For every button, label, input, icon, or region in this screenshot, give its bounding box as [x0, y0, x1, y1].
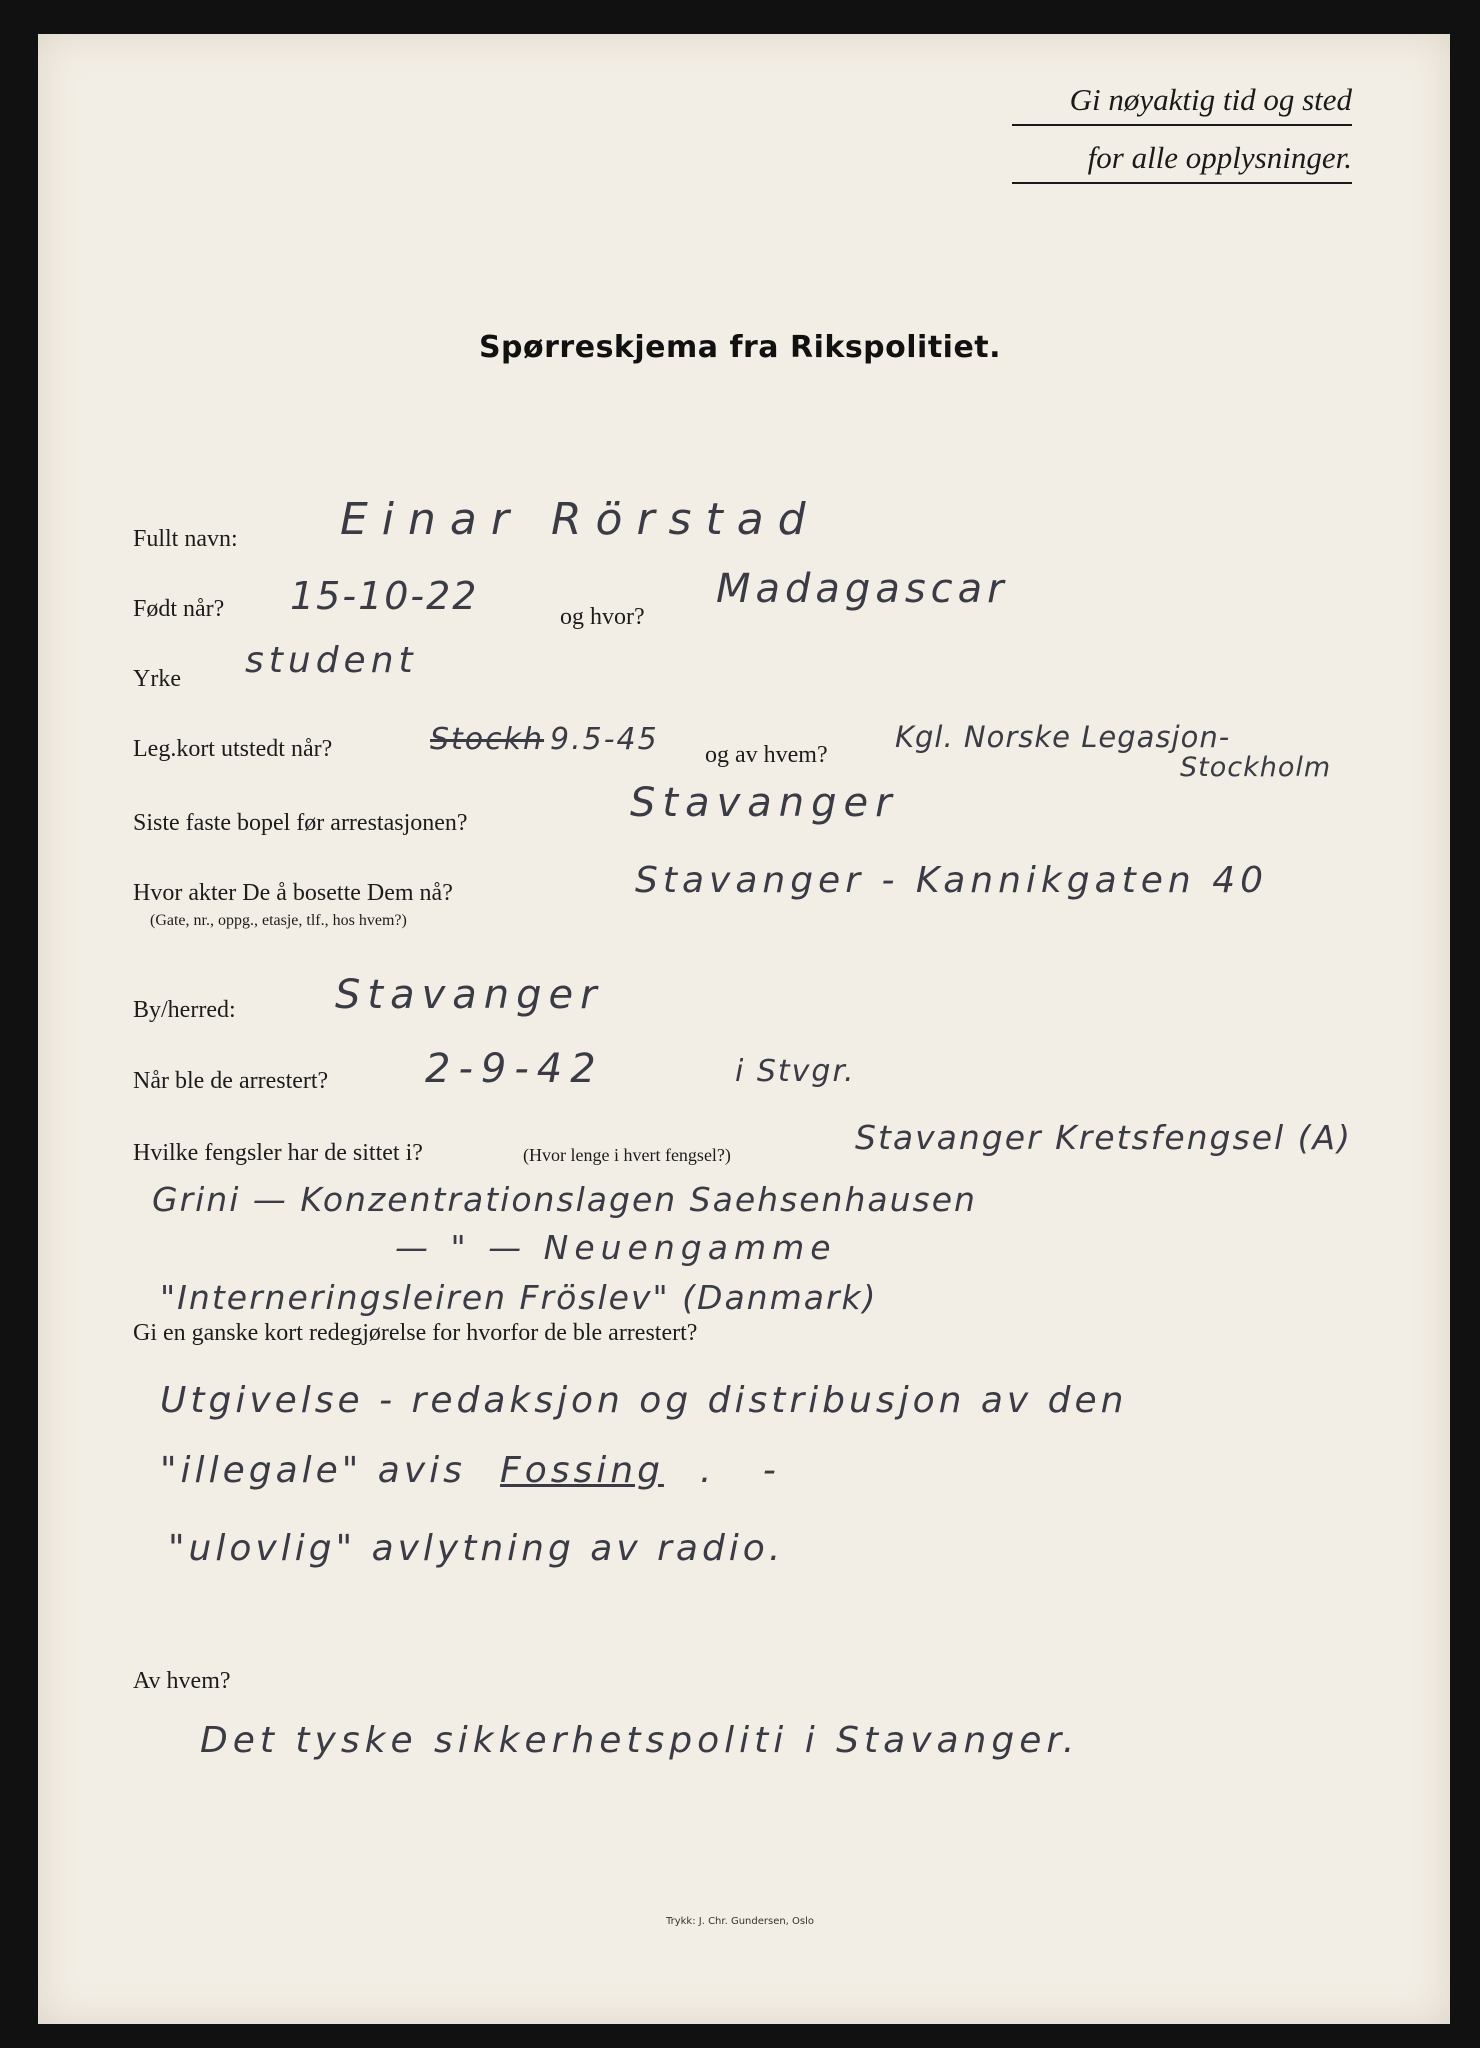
answer-legcard-by-1: Kgl. Norske Legasjon- [895, 720, 1231, 754]
answer-why-1: Utgivelse - redaksjon og distribusjon av den [160, 1380, 1128, 1421]
answer-arrested-where: i Stvgr. [735, 1054, 856, 1089]
answer-born-when: 15-10-22 [290, 574, 479, 618]
answer-legcard-struck: Stockh [430, 722, 545, 757]
answer-prisons-2: Grini — Konzentrationslagen Saehsenhausen [152, 1180, 977, 1219]
answer-why-2a: "illegale" avis [160, 1450, 466, 1491]
answer-prisons-3: — " — Neuengamme [395, 1228, 837, 1267]
label-why: Gi en ganske kort redegjørelse for hvorfor de ble arrestert? [133, 1320, 698, 1346]
label-city: By/herred: [133, 997, 236, 1023]
answer-legcard-when: 9.5-45 [550, 722, 659, 757]
answer-born-where: Madagascar [716, 566, 1009, 612]
label-arrested-when: Når ble de arrestert? [133, 1068, 329, 1094]
form-title: Spørreskjema fra Rikspolitiet. [478, 330, 1002, 365]
label-occupation: Yrke [133, 666, 181, 692]
label-last-residence: Siste faste bopel før arrestasjonen? [133, 810, 468, 836]
label-prisons-note: (Hvor lenge i hvert fengsel?) [523, 1145, 731, 1165]
answer-why-3: "ulovlig" avlytning av radio. [168, 1528, 785, 1569]
instruction-notice [1012, 82, 1352, 198]
label-legcard-by: og av hvem? [705, 742, 828, 768]
answer-prisons-1: Stavanger Kretsfengsel (A) [855, 1118, 1352, 1157]
label-settle-note: (Gate, nr., oppg., etasje, tlf., hos hvem?) [150, 912, 407, 929]
answer-settle: Stavanger - Kannikgaten 40 [635, 860, 1268, 901]
label-born-when: Født når? [133, 596, 225, 622]
printer-imprint: Trykk: J. Chr. Gundersen, Oslo [665, 1916, 815, 1927]
notice-line-1: Gi nøyaktig tid og sted [1012, 82, 1352, 126]
label-by-whom: Av hvem? [133, 1668, 231, 1694]
answer-last-residence: Stavanger [630, 780, 899, 826]
label-born-where: og hvor? [560, 604, 645, 630]
label-legcard-when: Leg.kort utstedt når? [133, 736, 333, 762]
answer-arrested-when: 2-9-42 [425, 1046, 604, 1092]
answer-why-2b: Fossing [500, 1450, 664, 1491]
answer-city: Stavanger [335, 972, 604, 1018]
answer-legcard-by-2: Stockholm [1180, 752, 1332, 783]
label-prisons: Hvilke fengsler har de sittet i? [133, 1140, 423, 1166]
answer-why-2c: . - [700, 1450, 796, 1491]
answer-occupation: student [245, 640, 418, 681]
answer-full-name: Einar Rörstad [340, 494, 820, 545]
label-settle: Hvor akter De å bosette Dem nå? [133, 880, 453, 906]
notice-line-2: for alle opplysninger. [1012, 140, 1352, 184]
answer-prisons-4: "Interneringsleiren Fröslev" (Danmark) [160, 1278, 878, 1317]
answer-by-whom: Det tyske sikkerhetspoliti i Stavanger. [200, 1720, 1080, 1761]
label-full-name: Fullt navn: [133, 526, 238, 552]
